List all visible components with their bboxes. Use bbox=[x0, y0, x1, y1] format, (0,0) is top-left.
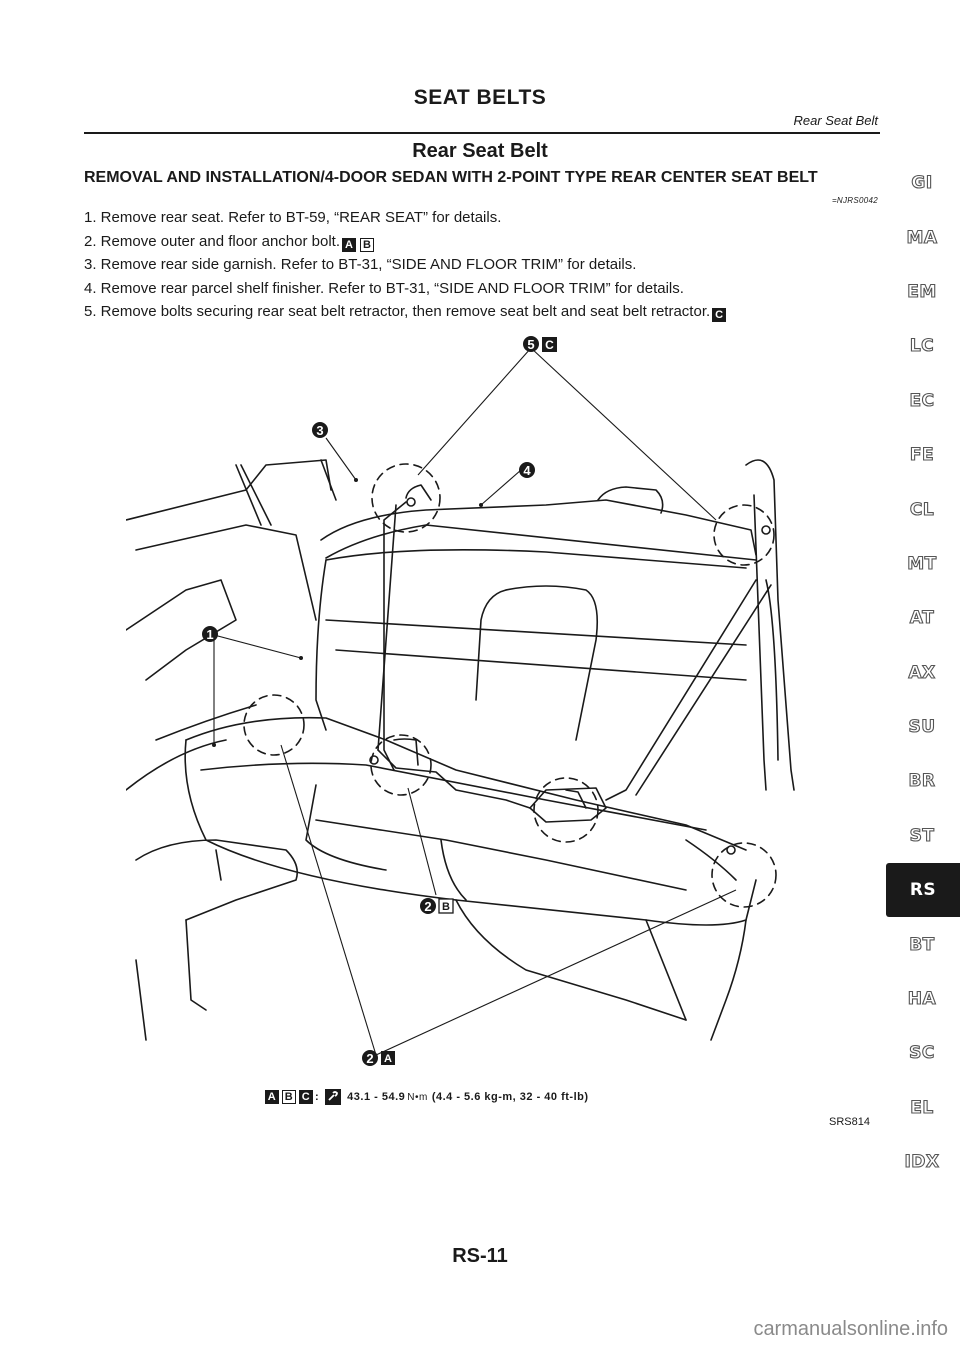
sidebar-tab-em[interactable]: EM bbox=[907, 281, 937, 302]
watermark-text: carmanualsonline.info bbox=[753, 1318, 948, 1340]
sidebar-tab-su[interactable]: SU bbox=[908, 717, 936, 738]
step-3-text: 3. Remove rear side garnish. Refer to BT-31, “SIDE AND FLOOR TRIM” for details. bbox=[84, 256, 637, 273]
step-3 bbox=[84, 253, 884, 277]
sidebar-tab-ec[interactable]: EC bbox=[909, 390, 935, 411]
figure-code: SRS814 bbox=[829, 1116, 870, 1128]
section-subheading: REMOVAL AND INSTALLATION/4-DOOR SEDAN WITH 2-POINT TYPE REAR CENTER SEAT BELT bbox=[84, 169, 818, 186]
sidebar-tab-sc[interactable]: SC bbox=[909, 1043, 935, 1064]
callout-2-lower: 2 bbox=[366, 1051, 374, 1066]
sidebar-tab-br[interactable]: BR bbox=[908, 771, 936, 792]
sidebar-tab-mt[interactable]: MT bbox=[907, 553, 937, 574]
callout-3: 3 bbox=[316, 423, 324, 438]
torque-value: 43.1 - 54.9 bbox=[347, 1091, 406, 1103]
step-4 bbox=[84, 277, 884, 301]
torque-icon-b: B bbox=[282, 1090, 296, 1104]
callout-2-upper-letter: B bbox=[442, 901, 450, 913]
sidebar-tab-el[interactable]: EL bbox=[910, 1097, 934, 1118]
step-2-text: 2. Remove outer and floor anchor bolt. bbox=[84, 232, 340, 250]
sidebar-tab-rs[interactable]: RS bbox=[886, 863, 960, 917]
sidebar-tab-st[interactable]: ST bbox=[909, 825, 935, 846]
sidebar-tab-idx[interactable]: IDX bbox=[904, 1152, 940, 1173]
section-title: Rear Seat Belt bbox=[412, 140, 548, 162]
step-1 bbox=[84, 206, 884, 230]
rear-seat-belt-illustration bbox=[126, 320, 816, 1080]
torque-icon-a: A bbox=[265, 1090, 279, 1104]
callout-5-letter: C bbox=[545, 338, 554, 352]
section-index-sidebar bbox=[884, 156, 960, 1189]
step-1-text: 1. Remove rear seat. Refer to BT-59, “REAR SEAT” for details. bbox=[84, 209, 502, 226]
step-2 bbox=[84, 230, 884, 254]
torque-unit: N•m bbox=[407, 1091, 428, 1103]
torque-colon: : bbox=[315, 1091, 320, 1103]
torque-spec bbox=[262, 1087, 589, 1107]
callout-1: 1 bbox=[206, 627, 214, 642]
step-5-icon-c: C bbox=[712, 308, 726, 322]
page-number: RS-11 bbox=[452, 1245, 508, 1267]
callout-4: 4 bbox=[523, 463, 531, 478]
sidebar-tab-ma[interactable]: MA bbox=[906, 227, 938, 248]
sidebar-tab-ax[interactable]: AX bbox=[908, 662, 936, 683]
torque-alt-units: (4.4 - 5.6 kg-m, 32 - 40 ft-lb) bbox=[431, 1091, 589, 1103]
sidebar-tab-ha[interactable]: HA bbox=[907, 989, 937, 1010]
sidebar-tab-lc[interactable]: LC bbox=[909, 336, 935, 357]
step-2-icon-b: B bbox=[360, 238, 374, 252]
torque-icon-c: C bbox=[299, 1090, 313, 1104]
callout-5: 5 bbox=[527, 337, 535, 352]
callout-2-lower-letter: A bbox=[384, 1053, 392, 1065]
page-header-title: SEAT BELTS bbox=[413, 86, 547, 109]
sidebar-tab-cl[interactable]: CL bbox=[909, 499, 935, 520]
page-header-subtitle: Rear Seat Belt bbox=[793, 113, 878, 128]
sidebar-tab-at[interactable]: AT bbox=[909, 608, 935, 629]
header-divider bbox=[84, 132, 880, 134]
wrench-icon bbox=[325, 1089, 341, 1105]
sidebar-tab-fe[interactable]: FE bbox=[909, 445, 935, 466]
procedure-steps bbox=[84, 206, 884, 324]
reference-code: =NJRS0042 bbox=[831, 196, 878, 205]
step-2-icon-a: A bbox=[342, 238, 356, 252]
sidebar-tab-gi[interactable]: GI bbox=[911, 173, 933, 194]
step-4-text: 4. Remove rear parcel shelf finisher. Refer to BT-31, “SIDE AND FLOOR TRIM” for details. bbox=[84, 279, 684, 297]
sidebar-tab-bt[interactable]: BT bbox=[909, 934, 935, 955]
step-5-text: 5. Remove bolts securing rear seat belt retractor, then remove seat belt and seat belt retractor. bbox=[84, 303, 711, 320]
callout-2-upper: 2 bbox=[424, 899, 432, 914]
